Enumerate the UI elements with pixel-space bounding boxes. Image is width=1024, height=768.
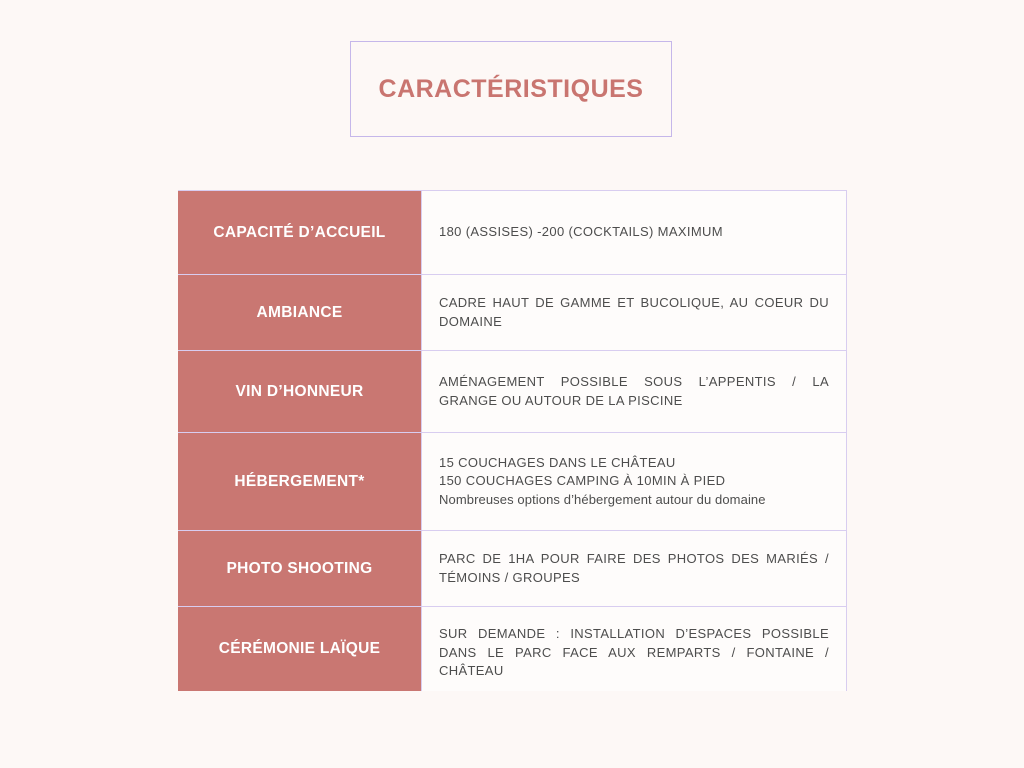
- row-value-line: PARC DE 1HA POUR FAIRE DES PHOTOS DES MARIÉS / TÉMOINS / GROUPES: [439, 551, 829, 585]
- row-value-line: CADRE HAUT DE GAMME ET BUCOLIQUE, AU COEUR DU DOMAINE: [439, 295, 829, 329]
- row-value: [422, 275, 847, 350]
- row-label: CÉRÉMONIE LAÏQUE: [178, 607, 422, 691]
- features-table: [178, 190, 847, 691]
- row-value: [422, 351, 847, 432]
- row-value: [422, 433, 847, 530]
- table-row-photo-shooting: [178, 531, 847, 607]
- table-row-hebergement: [178, 433, 847, 531]
- table-row-ambiance: [178, 275, 847, 351]
- table-row-vin-honneur: [178, 351, 847, 433]
- table-row-capacity: [178, 190, 847, 275]
- row-label: VIN D’HONNEUR: [178, 351, 422, 432]
- row-label: AMBIANCE: [178, 275, 422, 350]
- row-label: PHOTO SHOOTING: [178, 531, 422, 606]
- row-label: HÉBERGEMENT*: [178, 433, 422, 530]
- page-title: CARACTÉRISTIQUES: [378, 74, 644, 103]
- row-value-line: 180 (ASSISES) -200 (COCKTAILS) MAXIMUM: [439, 224, 723, 240]
- table-row-ceremonie: [178, 607, 847, 691]
- row-value: [422, 531, 847, 606]
- row-value: [422, 607, 847, 691]
- row-value-line: AMÉNAGEMENT POSSIBLE SOUS L’APPENTIS / LA GRANGE OU AUTOUR DE LA PISCINE: [439, 374, 829, 408]
- row-value-line: 15 COUCHAGES DANS LE CHÂTEAU: [439, 454, 676, 470]
- row-label: CAPACITÉ D’ACCUEIL: [178, 191, 422, 274]
- row-value-line: SUR DEMANDE : INSTALLATION D’ESPACES POSSIBLE DANS LE PARC FACE AUX REMPARTS / FONTAINE / CHÂTEAU: [439, 626, 829, 678]
- row-value-line: 150 COUCHAGES CAMPING À 10MIN À PIED: [439, 473, 726, 489]
- title-box: [350, 41, 672, 137]
- row-value: [422, 191, 847, 274]
- row-value-line: Nombreuses options d’hébergement autour du domaine: [439, 491, 766, 507]
